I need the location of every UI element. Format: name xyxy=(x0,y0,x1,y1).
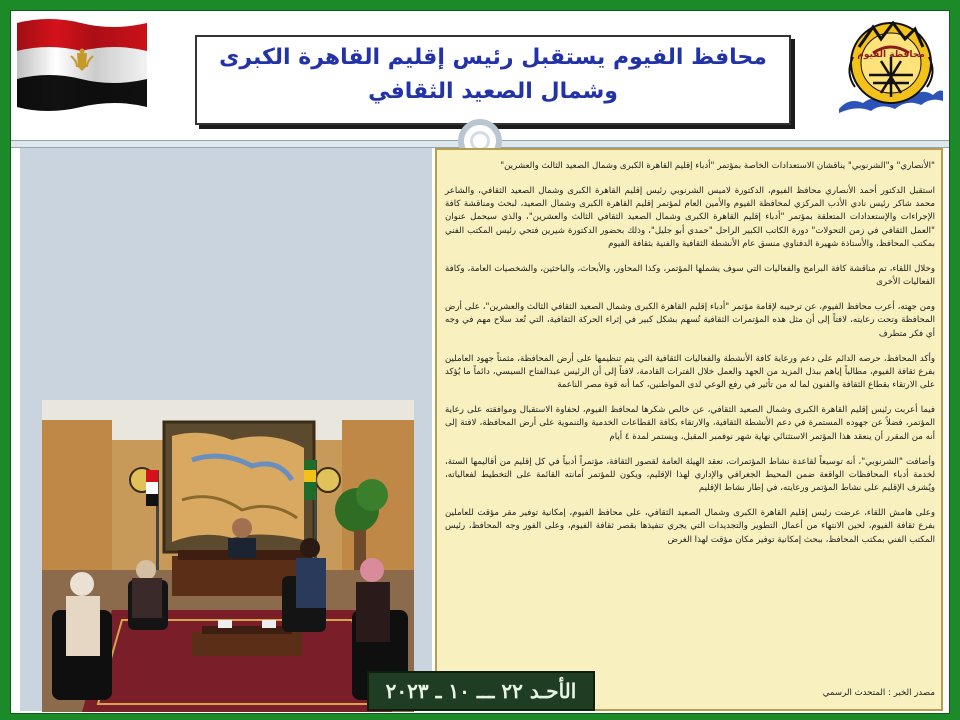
article-paragraph: وأضافت "الشرنوبي"، أنه توسيعاً لقاعدة نشاط المؤتمرات، تعقد الهيئة العامة لقصور الثقافة، مؤتمراً أدبياً في كل إقليم من أقاليمها الستة، لخدمة أدباء المحافظات الواقعة ضمن المحيط الجغرافي والإداري لهذا الإقليم، ويكون للمؤتمر أمانته القائمة على التخطيط لفعالياته، ويُشرف الإقليم على نشاط المؤتمر ورعايته، في إطار نشاط الإقليم xyxy=(445,456,935,494)
article-paragraph: ومن جهته، أعرب محافظ الفيوم، عن ترحيبه لإقامة مؤتمر "أدباء إقليم القاهرة الكبرى وشمال الصعيد الثقافي الثالث والعشرين"، على أرض المحافظة وتحت رعايته، لافتاً إلى أن مثل هذه المؤتمرات الثقافية تُسهم بشكل كبير في إثراء الحركة الثقافية، التي تُعد سلاح مهم في وجه أي فكر متطرف xyxy=(445,302,935,339)
article-paragraph: فيما أعربت رئيس إقليم القاهرة الكبرى وشمال الصعيد الثقافي، عن خالص شكرها لمحافظ الفيوم، لحفاوة الاستقبال وموافقته على رعاية المؤتمر، فضلاً عن جهوده المستمرة في دعم الأنشطة الثقافية، والارتقاء بكافة القطاعات الخدمية والتنموية على أرض المحافظة، لافتة إلى أنه من المقرر أن ينعقد هذا المؤتمر الاستثنائي نهاية شهر نوفمبر المقبل، ويستمر لمدة ٤ أيام xyxy=(445,405,935,442)
article-paragraph: وعلى هامش اللقاء، عرضت رئيس إقليم القاهرة الكبرى وشمال الصعيد الثقافي، على محافظ الفيوم، إمكانية توفير مقر مؤقت للعاملين بفرع ثقافة الفيوم، لحين الانتهاء من أعمال التطوير والتجديدات التي يجري تنفيذها بقصر ثقافة الفيوم، وعلى الفور وجه المحافظ، رئيس المكتب الفني بمكتب المحافظ، ببحث إمكانية توفير مكان مؤقت لهذا الغرض xyxy=(445,508,935,545)
meeting-photo xyxy=(42,400,414,712)
photo-panel xyxy=(20,148,432,711)
page-title: محافظ الفيوم يستقبل رئيس إقليم القاهرة الكبرى وشمال الصعيد الثقافي xyxy=(219,45,767,104)
fayoum-governorate-logo xyxy=(833,17,945,117)
egypt-flag-icon xyxy=(15,13,149,113)
title-box xyxy=(195,35,791,125)
page-frame xyxy=(10,10,950,714)
article-body xyxy=(445,160,935,559)
article-paragraph: استقبل الدكتور أحمد الأنصاري محافظ الفيوم، الدكتورة لاميس الشرنوبي رئيس إقليم القاهرة الكبرى وشمال الصعيد الثقافي، والشاعر محمد شاكر رئيس نادي الأدب المركزي لمحافظة الفيوم والأمين العام لمؤتمر إقليم القاهرة الكبرى وشمال الصعيد، لبحث ومناقشة كافة الإجراءات والإستعدادات المتعلقة بمؤتمر "أدباء إقليم القاهرة الكبرى وشمال الصعيد الثقافي الثالث والعشرين"، والذي سيحمل عنوان "العمل الثقافي في زمن التحولات" دورة الكاتب الكبير الراحل "حمدي أبو جليل"، وذلك بحضور الدكتورة شيرين فتحي رئيس المكتب الفني بمكتب المحافظ، والأستاذة شهيرة الدفناوي منسق عام الأنشطة الثقافية والفنية بثقافة الفيوم xyxy=(445,185,935,250)
article-paragraph: "الأنصاري" و"الشرنوبي" يناقشان الاستعدادات الخاصة بمؤتمر "أدباء إقليم القاهرة الكبرى وشمال الصعيد الثالث والعشرين" xyxy=(500,161,935,171)
article-panel xyxy=(435,148,943,711)
publish-date: الأحـد ٢٢ ـــ ١٠ ـ ٢٠٢٣ xyxy=(385,679,577,703)
news-source: مصدر الخبر : المتحدث الرسمي xyxy=(822,688,935,698)
article-paragraph: وأكد المحافظ، حرصه الدائم على دعم ورعاية كافة الأنشطة والفعاليات الثقافية التي يتم تنظيمها على أرض المحافظة، مثمناً جهود العاملين بفرع ثقافة الفيوم، مطالباً إياهم ببذل المزيد من الجهد والعمل خلال الفترات القادمة، لافتاً إلى أن الرئيس عبدالفتاح السيسي، دائماً ما يُؤكد على الارتقاء بقطاع الثقافة والفنون لما له من تأثير في رفع الوعي لدى المواطنين، كما أنه قوة مصر الناعمة xyxy=(445,353,935,391)
date-box xyxy=(367,671,595,711)
article-paragraph: وخلال اللقاء، تم مناقشة كافة البرامج والفعاليات التي سوف يشملها المؤتمر، وكذا المحاور، والأبحاث، والباحثين، والشخصيات العامة، وكافة الفعاليات الأخرى xyxy=(445,263,935,288)
logo-text: محافظة الفيوم xyxy=(857,50,925,60)
